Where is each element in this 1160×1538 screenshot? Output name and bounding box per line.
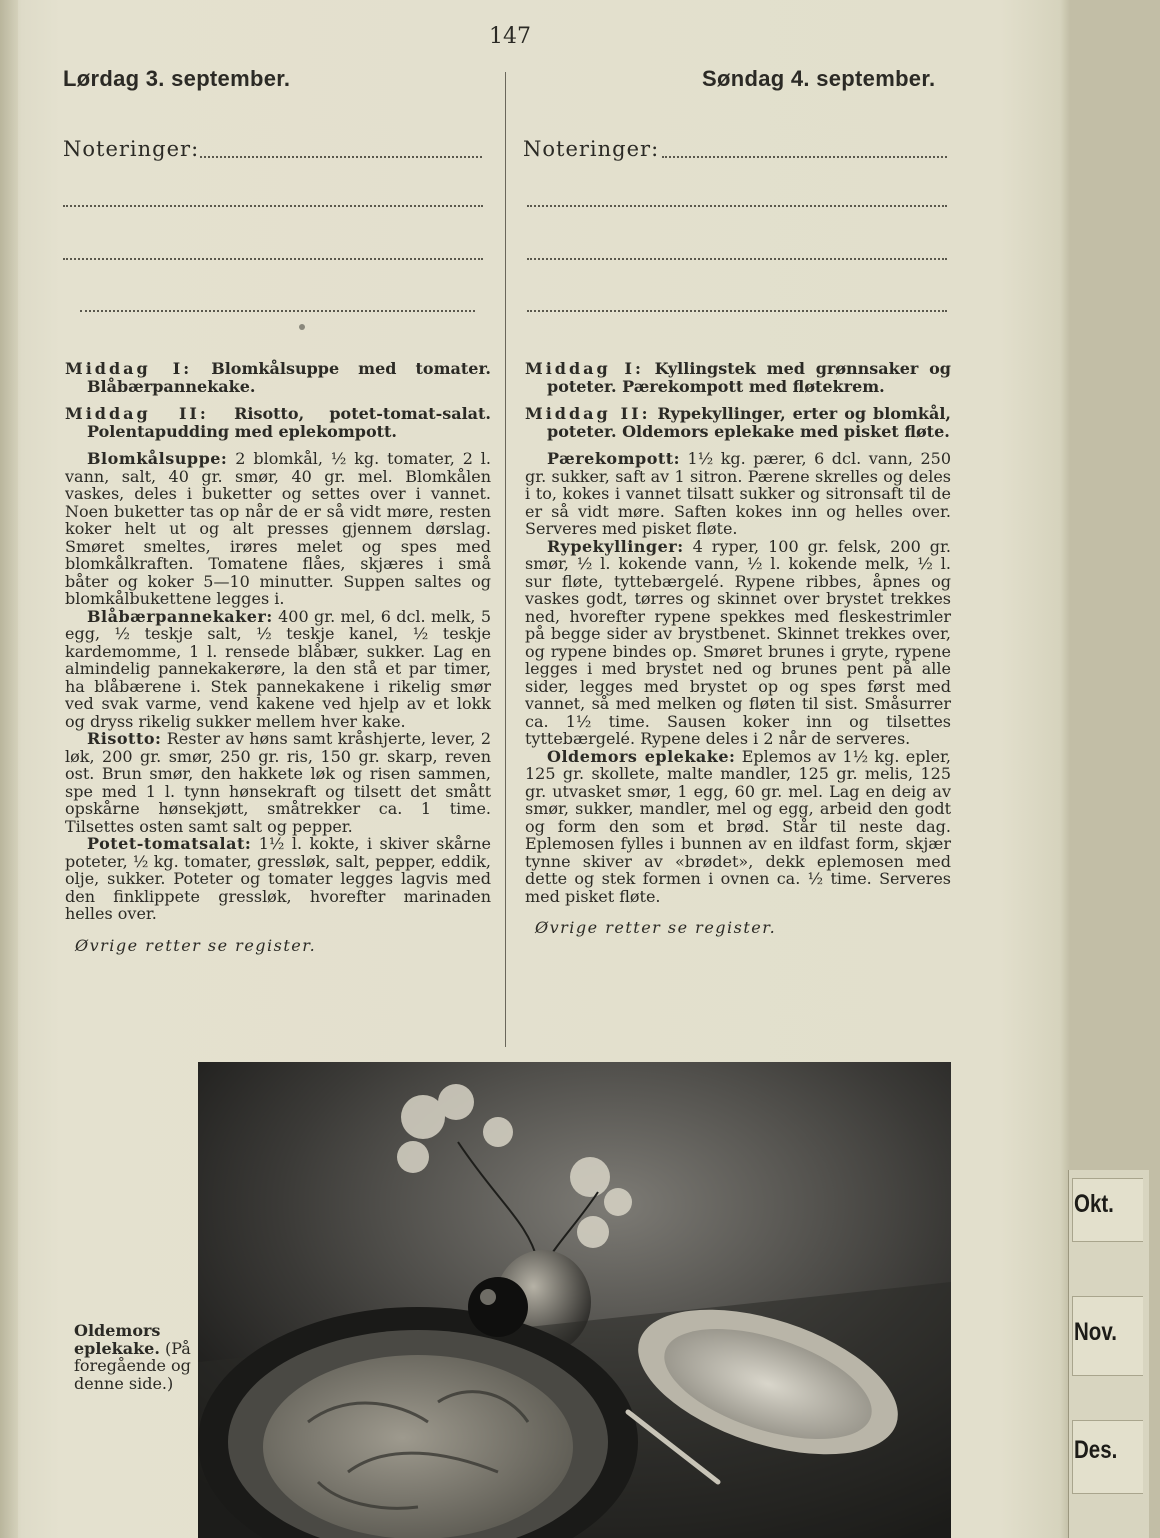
recipe-name: Pærekompott: (547, 449, 681, 468)
recipe-text: 2 blomkål, ½ kg. tomater, 2 l. vann, salt, 40 gr. smør, 40 gr. mel. Blomkålen vaskes, deles i buketter og settes over i vannet. Noen buketter tas op når de er så vidt møre, resten koker helt ut og alt presses gjennem dørslag. Smøret smeltes, irøres melet og spes med blomkålkraften. Tomatene flåes, skjæres i små båter og koker 5—10 minutter. Suppen saltes og blomkålbukettene legges i. (65, 449, 491, 608)
left-column-text (65, 360, 491, 954)
caption-title: Oldemors eplekake. (74, 1321, 161, 1358)
recipe-name: Blåbærpannekaker: (87, 606, 273, 626)
left-menu-1 (65, 360, 491, 395)
recipe-text: 4 ryper, 100 gr. felsk, 200 gr. smør, ½ l. kokende vann, ½ l. kokende melk, ½ l. sur fløte, tyttebærgelé. Rypene ribbes, åpnes og vaskes godt, tørres og skinnet over brystet trekkes ned, hvorefter rypene spekkes med fleskestrimler på begge sider av brystbenet. Skinnet trekkes over, og rypene bindes op. Smøret brunes i gryte, rypene legges i med brystet ned og brunes pent på alle sider, legges med brystet op og spes først med vannet, så med melken og fløten til sist. Småsurrer ca. 1½ time. Sausen koker inn og tilsettes tyttebærgelé. Rypene deles i 2 når de serveres. (525, 536, 951, 748)
right-menu-2 (525, 405, 951, 440)
right-column-text (525, 360, 951, 937)
left-notes-line-4 (80, 310, 475, 312)
left-other-dishes-note: Øvrige retter se register. (75, 935, 317, 955)
left-day-heading: Lørdag 3. september. (63, 66, 291, 91)
right-recipe-3 (525, 748, 951, 906)
recipe-text: Rester av høns samt kråshjerte, lever, 2 løk, 200 gr. smør, 250 gr. ris, 150 gr. skarp, reven ost. Brun smør, den hakkete løk og risen sammen, spe med 1 l. tynn hønsekraft og tilsett det smått opskårne hønsekjøtt, småtrekker ca. 1 time. Tilsettes osten samt salt og pepper. (65, 729, 491, 836)
recipe-name: Risotto: (87, 729, 162, 748)
recipe-text: 400 gr. mel, 6 dcl. melk, 5 egg, ½ teskje salt, ½ teskje kanel, ½ teskje kardemomme, 1 l. rensede blåbær, sukker. Lag en almindelig pannekakerøre, la den stå et par timer, ha blåbærene i. Stek pannekakene i rikelig smør ved svak varme, vend kakene ved hjelp av et lokk og dryss rikelig sukker mellem hver kake. (65, 606, 492, 731)
left-menu-1-label: Middag I: (65, 359, 193, 378)
left-recipe-2 (65, 608, 491, 731)
right-menu-2-text: Rypekyllinger, erter og blomkål, poteter. Oldemors eplekake med pisket fløte. (547, 404, 951, 441)
page-spine-edge (0, 0, 18, 1538)
left-menu-1-text: Blomkålsuppe med tomater. Blåbærpannekake. (87, 359, 491, 396)
month-tab-nov-label[interactable]: Nov. (1074, 1318, 1117, 1346)
left-recipe-1 (65, 450, 491, 608)
caption-text: (På foregående og denne side.) (74, 1338, 191, 1393)
right-menu-1-text: Kyllingstek med grønnsaker og poteter. Pærekompott med fløtekrem. (547, 359, 951, 396)
right-day-heading: Søndag 4. september. (702, 66, 936, 91)
recipe-text: Eplemos av 1½ kg. epler, 125 gr. skollete, malte mandler, 125 gr. melis, 125 gr. utvasket smør, 1 egg, 60 gr. mel. Lag en deig av smør, sukker, mandler, mel og egg, arbeid den godt og form den som et brød. Står til neste dag. Eplemosen fylles i bunnen av en ildfast form, skjær tynne skiver av «brødet», dekk eplemosen med dette og stek formen i ovnen ca. ½ time. Serveres med pisket fløte. (525, 746, 951, 906)
recipe-text: 1½ kg. pærer, 6 dcl. vann, 250 gr. sukker, saft av 1 sitron. Pærene skrelles og deles i to, kokes i vannet tilsatt sukker og sitronsaft til de er så vidt møre. Saften kokes inn og helles over. Serveres med pisket fløte. (525, 449, 951, 538)
column-divider (505, 72, 506, 1047)
recipe-name: Rypekyllinger: (547, 536, 684, 556)
left-notes-line-1 (200, 156, 482, 158)
right-notes-line-4 (527, 310, 947, 312)
left-recipe-4 (65, 835, 491, 923)
right-menu-1 (525, 360, 951, 395)
right-recipe-2 (525, 538, 951, 748)
page-number: 147 (489, 24, 531, 49)
photo-caption (74, 1322, 204, 1392)
month-tab-des-label[interactable]: Des. (1074, 1436, 1118, 1464)
recipe-name: Potet-tomatsalat: (87, 834, 252, 853)
right-menu-2-label: Middag II: (525, 404, 651, 423)
left-recipe-3 (65, 730, 491, 835)
right-notes-label: Noteringer: (523, 137, 660, 161)
cake-photo-illustration (198, 1062, 951, 1538)
right-recipe-1 (525, 450, 951, 538)
left-menu-2 (65, 405, 491, 440)
recipe-name: Blomkålsuppe: (87, 449, 228, 468)
right-menu-1-label: Middag I: (525, 359, 644, 378)
recipe-name: Oldemors eplekake: (547, 746, 736, 766)
right-notes-line-3 (527, 258, 947, 260)
left-notes-line-2 (63, 205, 483, 207)
right-notes-line-2 (527, 205, 947, 207)
left-menu-2-label: Middag II: (65, 404, 209, 423)
left-notes-label: Noteringer: (63, 137, 200, 161)
recipe-text: 1½ l. kokte, i skiver skårne poteter, ½ kg. tomater, gressløk, salt, pepper, eddik, olje, sukker. Poteter og tomater legges lagvis med den finklippete gressløk, hvorefter marinaden helles over. (65, 834, 491, 923)
separator-dot (299, 324, 305, 330)
left-notes-line-3 (63, 258, 483, 260)
right-other-dishes-note: Øvrige retter se register. (535, 918, 777, 937)
month-tab-okt-label[interactable]: Okt. (1074, 1190, 1114, 1218)
cake-photo (198, 1062, 951, 1538)
left-menu-2-text: Risotto, potet-tomat-salat. Polentapudding med eplekompott. (87, 404, 491, 441)
right-notes-line-1 (662, 156, 947, 158)
